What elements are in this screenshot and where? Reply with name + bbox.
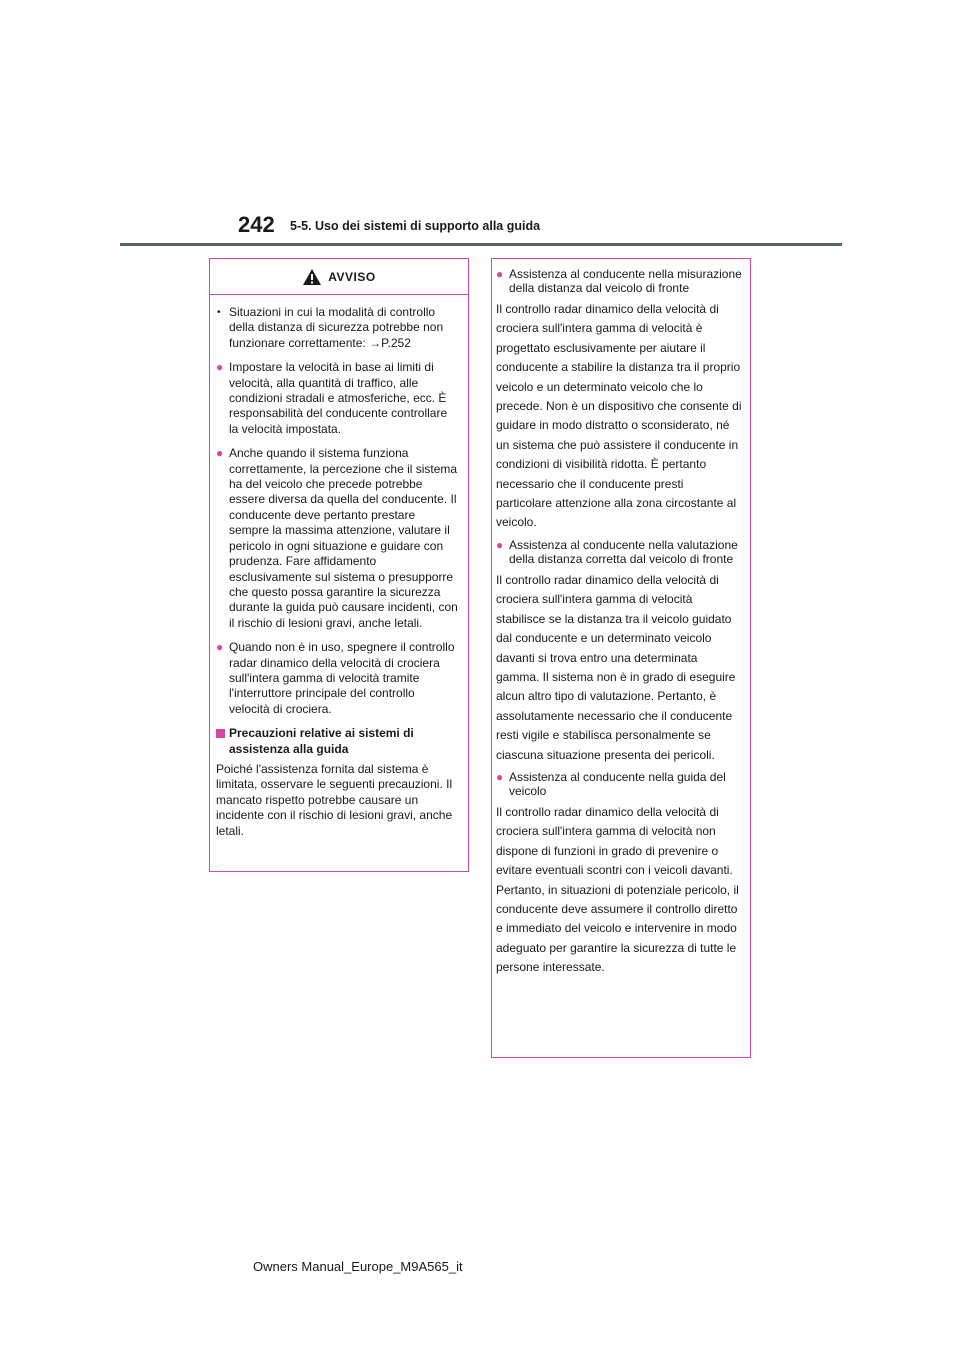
warning-body	[210, 295, 468, 839]
warning-title: AVVISO	[328, 269, 376, 284]
warning-item	[216, 305, 458, 351]
bullet-circle-icon: ●	[216, 446, 224, 461]
warning-item-text: Situazioni in cui la modalità di controllo della distanza di sicurezza potrebbe non funzionare correttamente: →P.252	[229, 305, 444, 350]
section-heading	[496, 267, 742, 295]
section-heading	[496, 538, 742, 566]
warning-item	[216, 640, 458, 717]
warning-continued-body	[492, 259, 750, 978]
bullet-circle-icon: ●	[496, 267, 504, 281]
section-heading-text: Assistenza al conducente nella misurazione della distanza dal veicolo di fronte	[509, 267, 742, 295]
section-text: Il controllo radar dinamico della velocità di crociera sull'intera gamma di velocità è progettato esclusivamente per aiutare il conducente a stabilire la distanza tra il proprio veicolo e un determinato veicolo che lo precede. Non è un dispositivo che consente di guidare in modo distratto o sconsiderato, né un sistema che può assistere il conducente in condizioni di visibilità ridotta. È pertanto necessario che il conducente presti particolare attenzione alla zona circostante al veicolo.	[496, 302, 742, 530]
square-bullet-icon	[216, 726, 229, 757]
bullet-circle-icon: ●	[496, 769, 504, 784]
bullet-circle-icon: ●	[216, 640, 224, 655]
warning-item-text: Anche quando il sistema funziona correttamente, la percezione che il sistema ha del veicolo che precede potrebbe essere diversa da quella del conducente. Il conducente deve pertanto prestare sempre la massima attenzione, valutare il pericolo in ogni situazione e guidare con prudenza. Fare affidamento esclusivamente sul sistema o presupporre che questo possa garantire la sicurezza durante la guida può causare incidenti, con il rischio di lesioni gravi, anche letali.	[229, 446, 458, 630]
warning-item-text: Impostare la velocità in base ai limiti di velocità, alla quantità di traffico, alle condizioni stradali e atmosferiche, ecc. È responsabilità del conducente controllare la velocità impostata.	[229, 360, 448, 436]
warning-box	[209, 258, 469, 872]
warning-item-text: Quando non è in uso, spegnere il controllo radar dinamico della velocità di crociera sull'intera gamma di velocità tramite l'interruttore principale del controllo velocità di crociera.	[229, 640, 455, 716]
section-text: Il controllo radar dinamico della velocità di crociera sull'intera gamma di velocità stabilisce se la distanza tra il veicolo guidato dal conducente e un determinato veicolo davanti si trova entro una determinata gamma. Il sistema non è in grado di eseguire alcun altro tipo di valutazione. Pertanto, è assolutamente necessario che il conducente resti vigile e stabilisca personalmente se ciascuna situazione presenta dei pericoli.	[496, 572, 736, 762]
warning-box-continued	[491, 258, 751, 1058]
section-heading	[496, 770, 742, 798]
section-heading-text: Assistenza al conducente nella guida del veicolo	[509, 769, 726, 798]
section-heading-text: Assistenza al conducente nella valutazione della distanza corretta dal veicolo di fronte	[509, 537, 738, 566]
section-text: Il controllo radar dinamico della velocità di crociera sull'intera gamma di velocità non dispone di funzioni in grado di prevenire o evitare eventuali scontri con i veicoli davanti. Pertanto, in situazioni di potenziale pericolo, il conducente deve assumere il controllo diretto e immediato del veicolo e intervenire in modo adeguato per garantire la sicurezza di tutte le persone interessate.	[496, 804, 739, 975]
bullet-dot-icon: •	[217, 307, 221, 318]
bullet-circle-icon: ●	[496, 537, 504, 552]
warning-header	[210, 259, 468, 295]
warning-item	[216, 360, 458, 437]
bullet-circle-icon: ●	[216, 360, 224, 375]
warning-triangle-icon	[302, 268, 322, 286]
footer-document-id: Owners Manual_Europe_M9A565_it	[253, 1259, 463, 1274]
header-divider	[120, 243, 842, 246]
subsection-text: Poiché l'assistenza fornita dal sistema è limitata, osservare le seguenti precauzioni. Il mancato rispetto potrebbe causare un incidente con il rischio di lesioni gravi, anche letali.	[216, 761, 453, 838]
subsection-heading	[216, 726, 458, 757]
page-number: 242	[238, 212, 275, 237]
chapter-title: 5-5. Uso dei sistemi di supporto alla guida	[290, 219, 541, 233]
warning-item	[216, 446, 458, 631]
subsection-title: Precauzioni relative ai sistemi di assistenza alla guida	[229, 726, 414, 756]
